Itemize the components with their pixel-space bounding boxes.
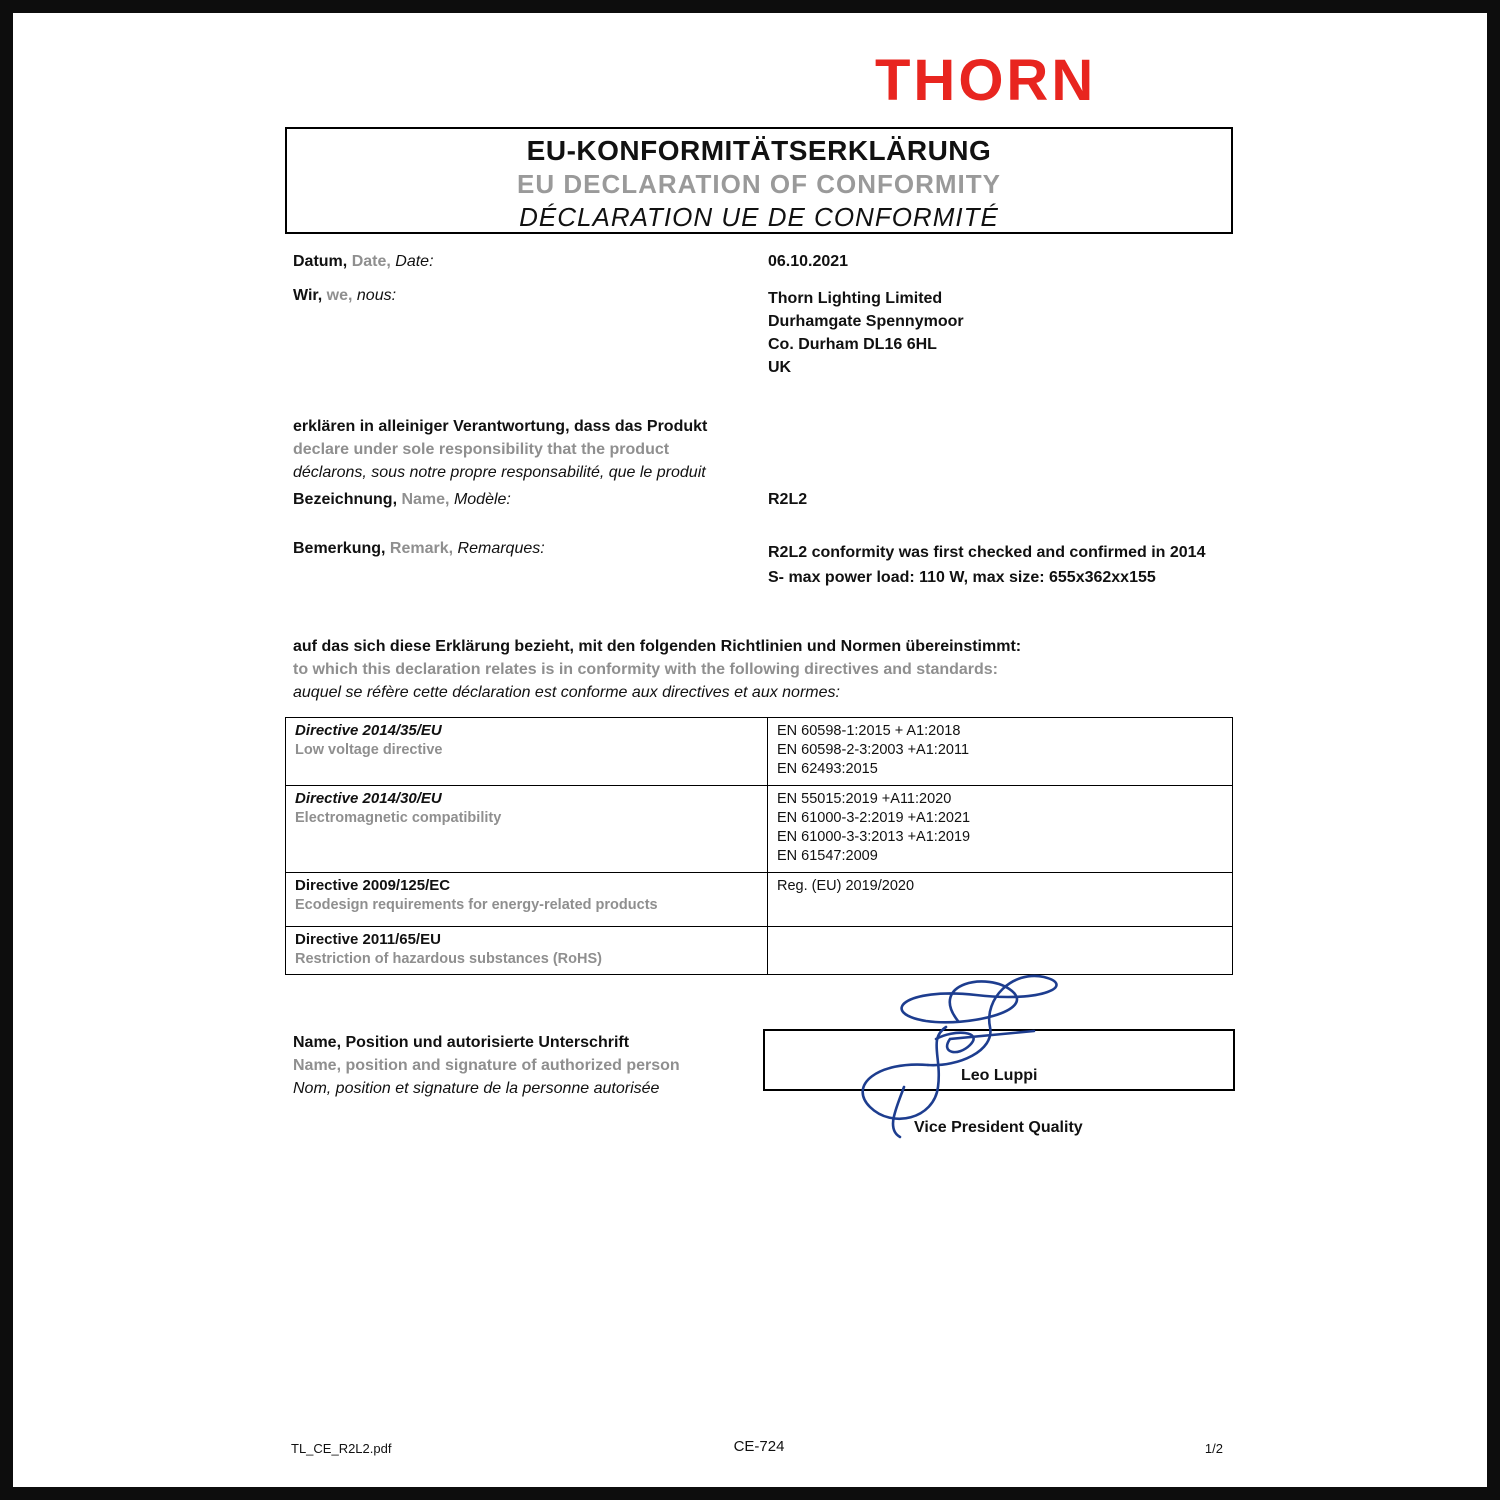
directives-statement-fr: auquel se réfère cette déclaration est conforme aux directives et aux normes: <box>293 684 840 701</box>
standard-line: EN 60598-2-3:2003 +A1:2011 <box>777 742 970 758</box>
directive-cell <box>286 718 768 786</box>
date-label-de: Datum, <box>293 253 348 270</box>
standards-cell <box>768 786 1233 873</box>
directive-cell <box>286 786 768 873</box>
directives-table <box>285 717 1233 975</box>
standard-line: EN 60598-1:2015 + A1:2018 <box>777 723 961 739</box>
signature-label-de: Name, Position und autorisierte Unterschrift <box>293 1034 630 1051</box>
title-fr: DÉCLARATION UE DE CONFORMITÉ <box>519 202 999 232</box>
standard-line: EN 61000-3-2:2019 +A1:2021 <box>777 810 971 826</box>
date-label-en: Date, <box>351 253 391 270</box>
we-label-en: we, <box>326 287 353 304</box>
directive-description: Electromagnetic compatibility <box>295 810 502 826</box>
directive-name: Directive 2009/125/EC <box>295 877 451 894</box>
thorn-logo: THORN <box>875 48 1097 113</box>
remark-line-2: S- max power load: 110 W, max size: 655x362xx155 <box>768 569 1156 586</box>
directive-name: Directive 2014/35/EU <box>295 722 442 739</box>
date-value: 06.10.2021 <box>768 253 849 270</box>
standards-cell <box>768 927 1233 975</box>
footer-page-number: 1/2 <box>1204 1441 1223 1456</box>
remark-field-label <box>293 540 545 558</box>
name-label-fr: Modèle: <box>453 491 511 508</box>
signer-name: Leo Luppi <box>961 1067 1038 1084</box>
signature-label-fr: Nom, position et signature de la personne autorisée <box>293 1080 660 1097</box>
remark-value <box>768 540 1220 590</box>
directive-description: Low voltage directive <box>295 742 443 758</box>
address-line-3: Co. Durham DL16 6HL <box>768 336 937 353</box>
date-field-label <box>293 253 434 271</box>
address-line-2: Durhamgate Spennymoor <box>768 313 964 330</box>
product-statement-en: declare under sole responsibility that the product <box>293 441 670 458</box>
company-address <box>768 287 964 379</box>
name-label-de: Bezeichnung, <box>293 491 398 508</box>
standard-line: Reg. (EU) 2019/2020 <box>777 878 915 894</box>
footer-doc-number: CE-724 <box>733 1438 785 1455</box>
table-row <box>286 873 1233 927</box>
product-statement-fr: déclarons, sous notre propre responsabilité, que le produit <box>293 464 706 481</box>
directives-statement <box>293 635 1021 704</box>
table-row <box>286 927 1233 975</box>
standards-cell <box>768 873 1233 927</box>
product-statement <box>293 415 707 484</box>
directive-description: Restriction of hazardous substances (RoHS) <box>295 951 602 967</box>
signature-label-en: Name, position and signature of authorized person <box>293 1057 680 1074</box>
name-field-label <box>293 491 511 509</box>
standard-line: EN 55015:2019 +A11:2020 <box>777 791 952 807</box>
date-label-fr: Date: <box>395 253 434 270</box>
directive-name: Directive 2011/65/EU <box>295 931 441 948</box>
product-name-value: R2L2 <box>768 491 808 508</box>
remark-label-fr: Remarques: <box>457 540 545 557</box>
product-statement-de: erklären in alleiniger Verantwortung, dass das Produkt <box>293 418 708 435</box>
directives-statement-de: auf das sich diese Erklärung bezieht, mit den folgenden Richtlinien und Normen übereinstimmt: <box>293 638 1022 655</box>
footer-filename: TL_CE_R2L2.pdf <box>291 1441 392 1456</box>
remark-label-en: Remark, <box>389 540 454 557</box>
signer-title: Vice President Quality <box>914 1119 1083 1136</box>
title-box <box>285 127 1233 234</box>
remark-line-1: R2L2 conformity was first checked and confirmed in 2014 <box>768 544 1206 561</box>
standard-line: EN 61000-3-3:2013 +A1:2019 <box>777 829 971 845</box>
directive-cell <box>286 873 768 927</box>
title-en: EU DECLARATION OF CONFORMITY <box>517 169 1001 199</box>
table-row <box>286 718 1233 786</box>
directive-name: Directive 2014/30/EU <box>295 790 442 807</box>
we-label-fr: nous: <box>356 287 397 304</box>
name-label-en: Name, <box>401 491 450 508</box>
we-label-de: Wir, <box>293 287 323 304</box>
directive-description: Ecodesign requirements for energy-related products <box>295 897 658 913</box>
directive-cell <box>286 927 768 975</box>
address-line-4: UK <box>768 359 792 376</box>
signature-labels <box>293 1031 680 1100</box>
address-line-1: Thorn Lighting Limited <box>768 290 943 307</box>
title-de: EU-KONFORMITÄTSERKLÄRUNG <box>526 135 992 166</box>
standard-line: EN 61547:2009 <box>777 848 878 864</box>
standards-cell <box>768 718 1233 786</box>
we-field-label <box>293 287 396 305</box>
remark-label-de: Bemerkung, <box>293 540 386 557</box>
signature-box <box>763 1029 1235 1091</box>
standard-line: EN 62493:2015 <box>777 761 878 777</box>
table-row <box>286 786 1233 873</box>
directives-statement-en: to which this declaration relates is in conformity with the following directives and standards: <box>293 661 999 678</box>
